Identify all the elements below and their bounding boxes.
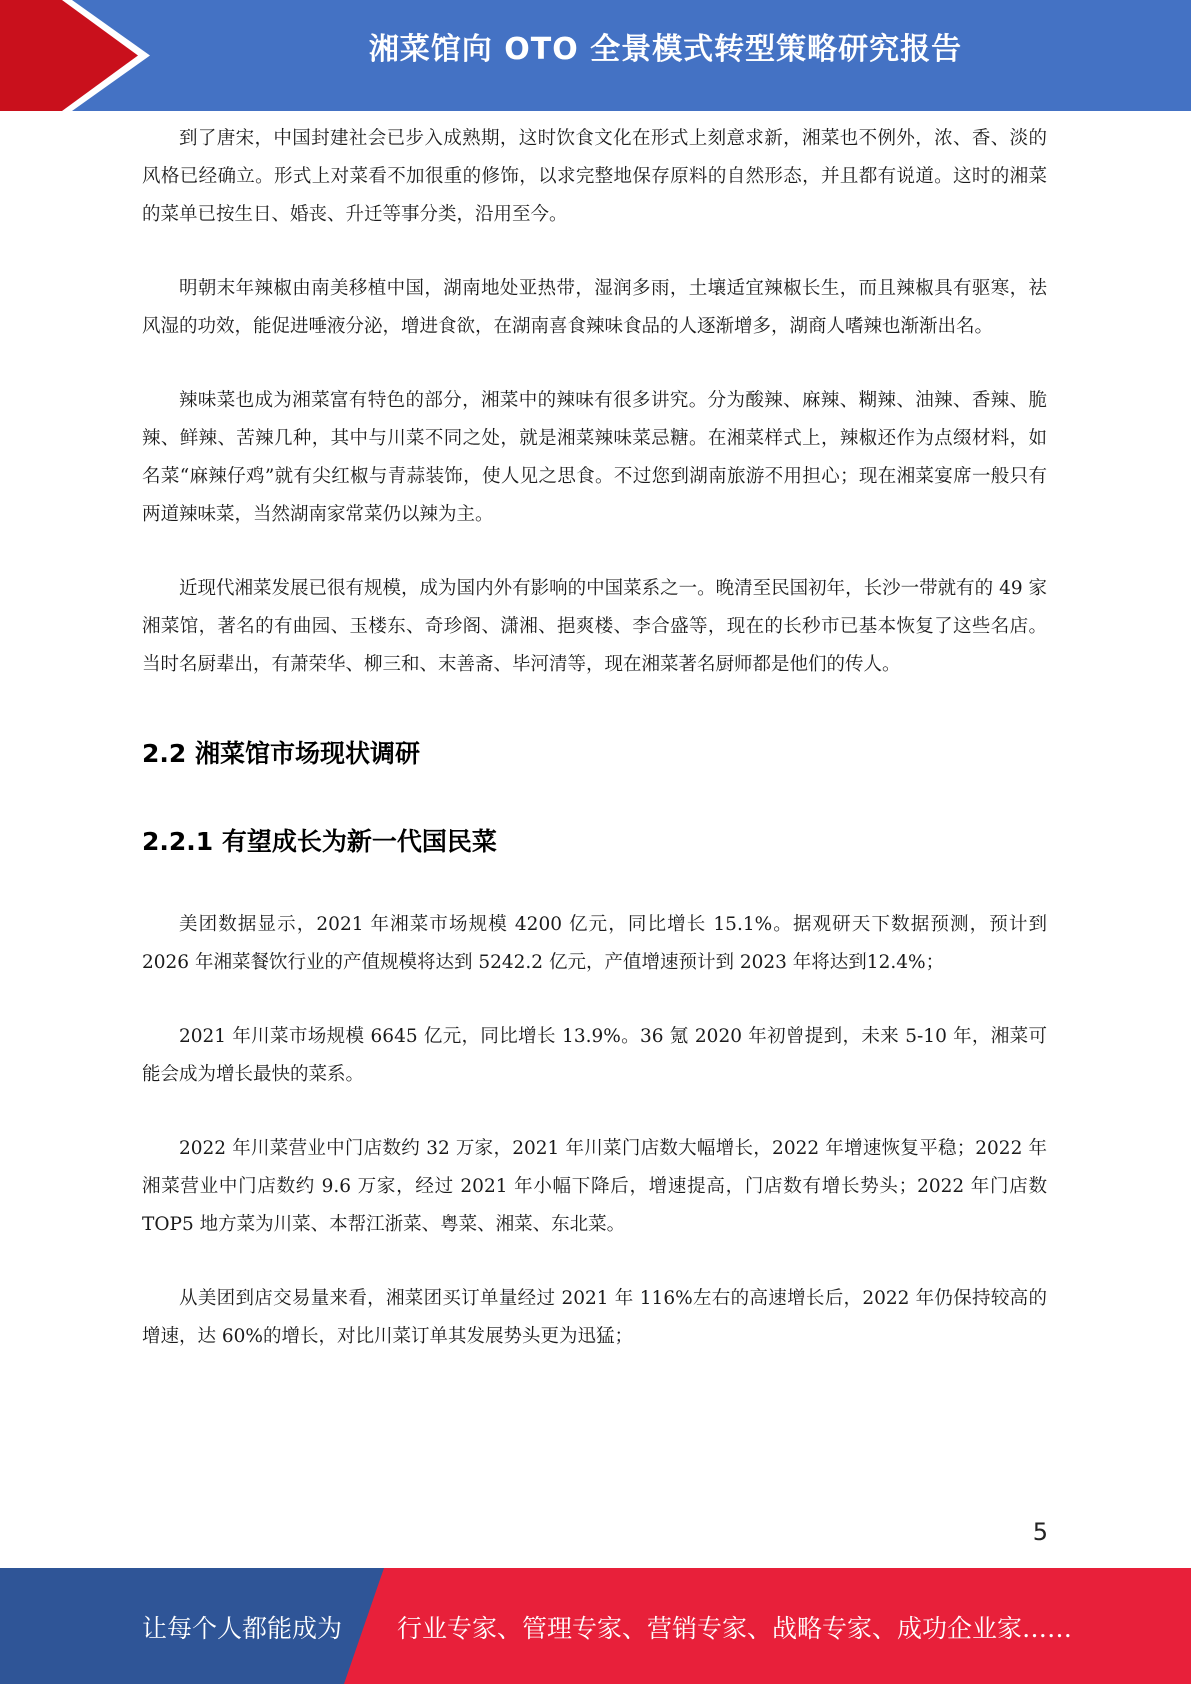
history-paragraphs	[142, 120, 1047, 684]
footer-slogan-right: 行业专家、管理专家、营销专家、战略专家、成功企业家……	[397, 1614, 1073, 1643]
paragraph: 美团数据显示，2021 年湘菜市场规模 4200 亿元，同比增长 15.1%。据观研天下数据预测，预计到 2026 年湘菜餐饮行业的产值规模将达到 5242.2 亿元，产值增速预计到 2023 年将达到12.4%；	[142, 914, 1047, 973]
header-arrow-graphic	[0, 0, 160, 111]
paragraph: 从美团到店交易量来看，湘菜团买订单量经过 2021 年 116%左右的高速增长后，2022 年仍保持较高的增速，达 60%的增长，对比川菜订单其发展势头更为迅猛；	[142, 1288, 1047, 1347]
report-title: 湘菜馆向 OTO 全景模式转型策略研究报告	[368, 32, 963, 67]
footer-slogan-left: 让每个人都能成为	[142, 1614, 343, 1643]
paragraph: 明朝末年辣椒由南美移植中国，湖南地处亚热带，湿润多雨，土壤适宜辣椒长生，而且辣椒具有驱寒，祛风湿的功效，能促进唾液分泌，增进食欲，在湖南喜食辣味食品的人逐渐增多，湖商人嗜辣也渐渐出名。	[142, 278, 1047, 337]
paragraph: 辣味菜也成为湘菜富有特色的部分，湘菜中的辣味有很多讲究。分为酸辣、麻辣、糊辣、油辣、香辣、脆辣、鲜辣、苦辣几种，其中与川菜不同之处，就是湘菜辣味菜忌糖。在湘菜样式上，辣椒还作为点缀材料，如名菜“麻辣仔鸡”就有尖红椒与青蒜装饰，使人见之思食。不过您到湖南旅游不用担心；现在湘菜宴席一般只有两道辣味菜，当然湖南家常菜仍以辣为主。	[142, 390, 1047, 525]
paragraph: 2021 年川菜市场规模 6645 亿元，同比增长 13.9%。36 氪 2020 年初曾提到，未来 5-10 年，湘菜可能会成为增长最快的菜系。	[142, 1026, 1047, 1085]
market-paragraphs	[142, 906, 1047, 1356]
paragraph: 到了唐宋，中国封建社会已步入成熟期，这时饮食文化在形式上刻意求新，湘菜也不例外，浓、香、淡的风格已经确立。形式上对菜看不加很重的修饰，以求完整地保存原料的自然形态，并且都有说道。这时的湘菜的菜单已按生日、婚丧、升迁等事分类，沿用至今。	[142, 128, 1047, 225]
paragraph: 近现代湘菜发展已很有规模，成为国内外有影响的中国菜系之一。晚清至民国初年，长沙一带就有的 49 家湘菜馆，著名的有曲园、玉楼东、奇珍阁、潇湘、挹爽楼、李合盛等，现在的长秒市已基本恢复了这些名店。当时名厨辈出，有萧荣华、柳三和、末善斋、毕河清等，现在湘菜著名厨师都是他们的传人。	[142, 578, 1047, 675]
section-heading: 2.2 湘菜馆市场现状调研	[142, 739, 420, 768]
page-header	[0, 0, 1191, 111]
page-footer	[0, 1568, 1191, 1684]
page-content	[142, 120, 1047, 1356]
subsection-heading: 2.2.1 有望成长为新一代国民菜	[142, 827, 497, 856]
page-number: 5	[1032, 1518, 1048, 1546]
paragraph: 2022 年川菜营业中门店数约 32 万家，2021 年川菜门店数大幅增长，2022 年增速恢复平稳；2022 年湘菜营业中门店数约 9.6 万家，经过 2021 年小幅下降后，增速提高，门店数有增长势头；2022 年门店数 TOP5 地方菜为川菜、本帮江浙菜、粤菜、湘菜、东北菜。	[142, 1138, 1047, 1235]
